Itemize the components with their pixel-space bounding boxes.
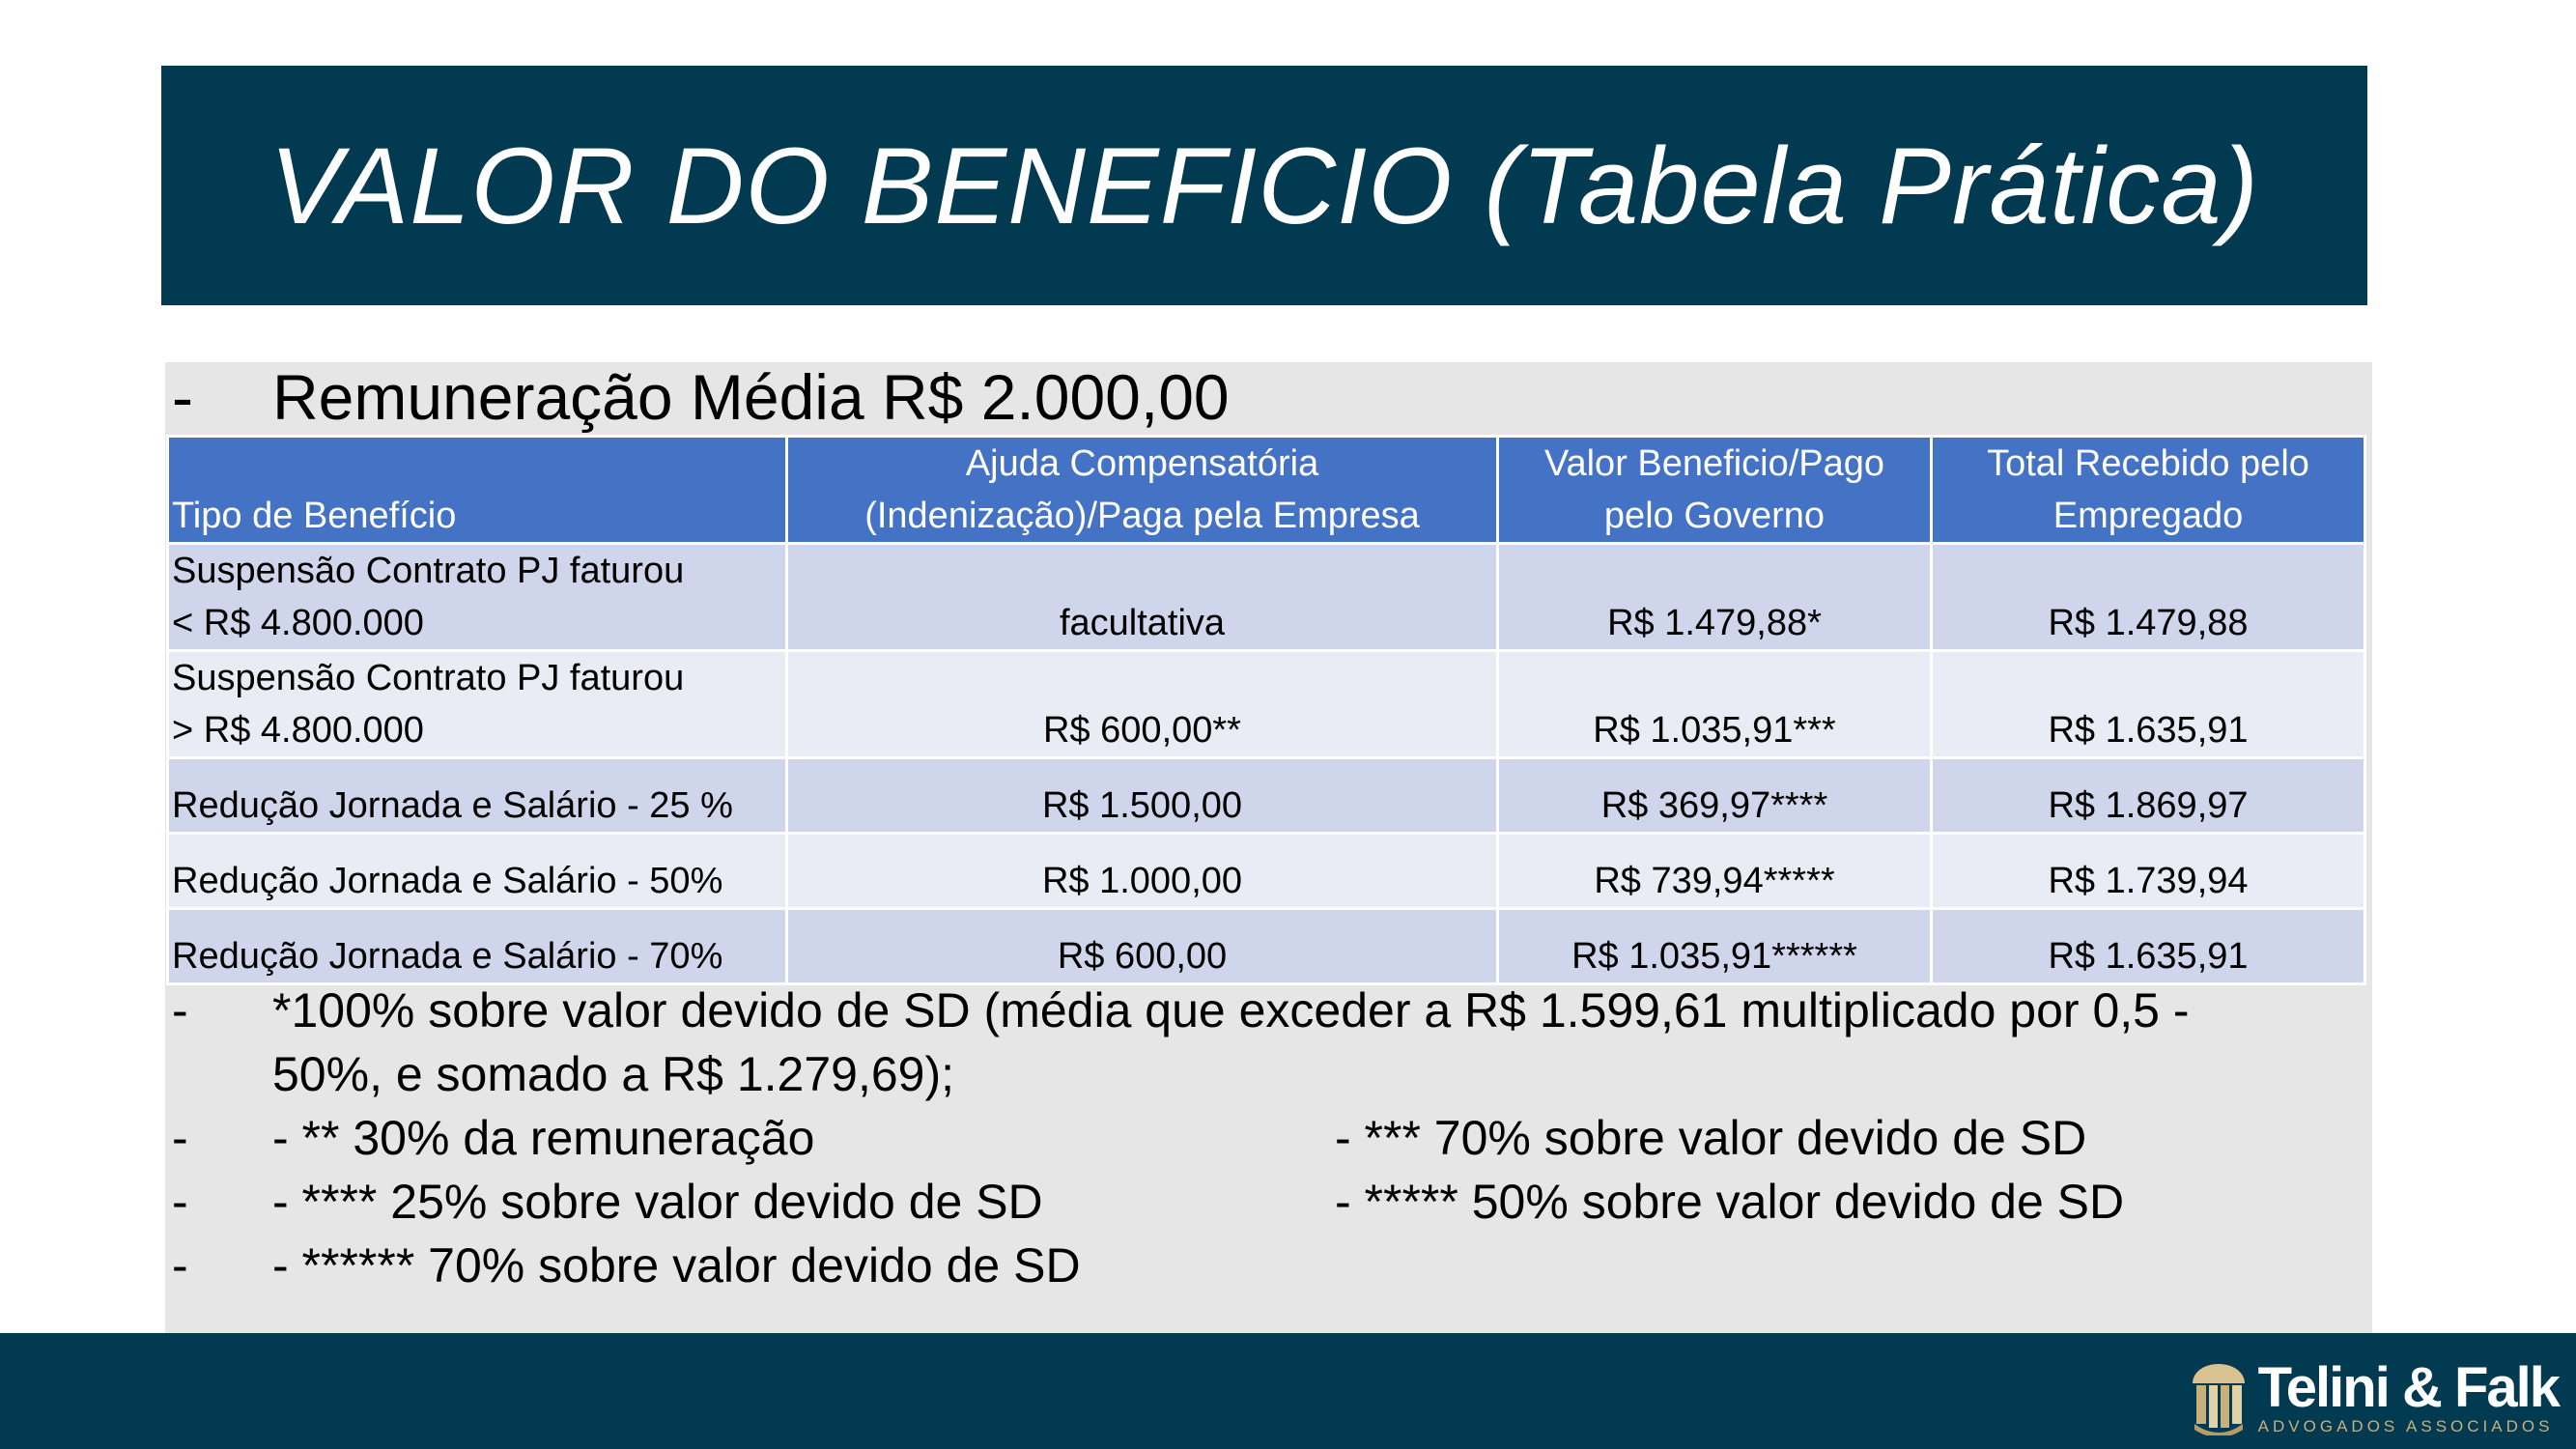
table-row	[168, 758, 2365, 834]
benefit-table	[166, 435, 2366, 985]
cell-governo: R$ 1.035,91***	[1498, 651, 1932, 758]
footnote-line	[172, 979, 2335, 1106]
cell-tipo: Suspensão Contrato PJ faturou > R$ 4.800.000	[168, 651, 787, 758]
cell-total: R$ 1.869,97	[1932, 758, 2365, 834]
logo-text	[2257, 1356, 2559, 1437]
bullet-dash: -	[172, 1175, 188, 1229]
cell-total: R$ 1.635,91	[1932, 651, 2365, 758]
footnote-text: - **** 25% sobre valor devido de SD	[272, 1175, 1043, 1229]
cell-total: R$ 1.479,88	[1932, 544, 2365, 651]
logo-subtitle: ADVOGADOS ASSOCIADOS	[2257, 1417, 2554, 1435]
footnote-line	[172, 1170, 2335, 1234]
subtitle-row	[172, 357, 1230, 437]
cell-ajuda: R$ 1.000,00	[787, 834, 1498, 909]
cell-tipo: Redução Jornada e Salário - 70%	[168, 909, 787, 984]
bullet-dash: -	[172, 1111, 188, 1165]
cell-tipo: Suspensão Contrato PJ faturou < R$ 4.800.000	[168, 544, 787, 651]
cell-governo: R$ 369,97****	[1498, 758, 1932, 834]
footnote-line	[172, 1106, 2335, 1170]
table-header-row	[168, 437, 2365, 544]
table-row	[168, 909, 2365, 984]
table-row	[168, 544, 2365, 651]
header-tipo: Tipo de Benefício	[168, 437, 787, 544]
cell-governo: R$ 739,94*****	[1498, 834, 1932, 909]
bullet-dash: -	[172, 1238, 188, 1293]
header-governo: Valor Beneficio/Pago pelo Governo	[1498, 437, 1932, 544]
subtitle-text: Remuneração Média R$ 2.000,00	[272, 361, 1230, 433]
header-ajuda: Ajuda Compensatória (Indenização)/Paga pela Empresa	[787, 437, 1498, 544]
cell-tipo: Redução Jornada e Salário - 25 %	[168, 758, 787, 834]
footnote-text: - *** 70% sobre valor devido de SD	[1335, 1111, 2087, 1165]
cell-ajuda: facultativa	[787, 544, 1498, 651]
cell-governo: R$ 1.035,91******	[1498, 909, 1932, 984]
footnote-text: *100% sobre valor devido de SD (média que exceder a R$ 1.599,61 multiplicado por 0,5 - 50%, e somado a R$ 1.279,69);	[272, 983, 2190, 1101]
table-row	[168, 651, 2365, 758]
footnote-text: - ****** 70% sobre valor devido de SD	[272, 1238, 1081, 1293]
title-banner	[161, 66, 2367, 305]
footnote-text: - ***** 50% sobre valor devido de SD	[1335, 1175, 2125, 1229]
cell-ajuda: R$ 1.500,00	[787, 758, 1498, 834]
bullet-dash: -	[172, 361, 193, 433]
slide-title: VALOR DO BENEFICIO (Tabela Prática)	[269, 125, 2259, 246]
cell-total: R$ 1.739,94	[1932, 834, 2365, 909]
table-row	[168, 834, 2365, 909]
bullet-dash: -	[172, 983, 188, 1037]
header-total: Total Recebido pelo Empregado	[1932, 437, 2365, 544]
footnotes	[172, 979, 2335, 1297]
cell-ajuda: R$ 600,00**	[787, 651, 1498, 758]
cell-ajuda: R$ 600,00	[787, 909, 1498, 984]
cell-governo: R$ 1.479,88*	[1498, 544, 1932, 651]
logo-name: Telini & Falk	[2257, 1356, 2559, 1419]
company-logo	[2189, 1356, 2559, 1437]
columns-logo-icon	[2189, 1362, 2249, 1435]
footnote-line	[172, 1234, 2335, 1297]
footnote-text: - ** 30% da remuneração	[272, 1111, 815, 1165]
cell-total: R$ 1.635,91	[1932, 909, 2365, 984]
cell-tipo: Redução Jornada e Salário - 50%	[168, 834, 787, 909]
